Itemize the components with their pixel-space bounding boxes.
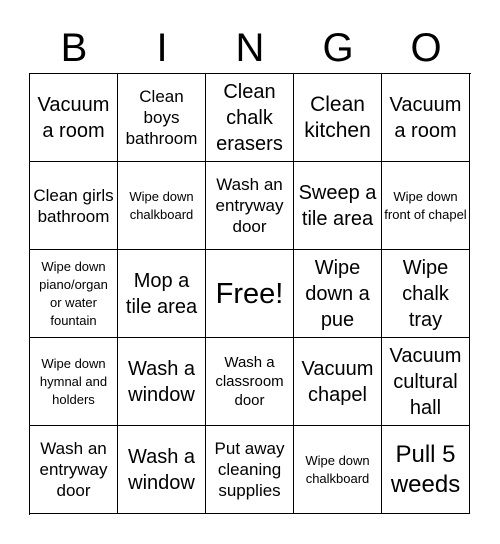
bingo-cell[interactable] — [118, 426, 206, 514]
bingo-cell[interactable] — [294, 338, 382, 426]
bingo-cell[interactable] — [206, 426, 294, 514]
bingo-cell-text: Sweep a tile area — [298, 181, 377, 230]
bingo-cell[interactable] — [30, 426, 118, 514]
bingo-cell-text: Wash a window — [127, 357, 196, 406]
bingo-cell-text: Wipe down chalkboard — [305, 452, 370, 486]
bingo-board — [29, 73, 471, 515]
bingo-cell-text: Clean girls bathroom — [33, 185, 114, 226]
bingo-cell[interactable] — [294, 74, 382, 162]
bingo-cell-text: Vacuum a room — [389, 93, 462, 142]
bingo-cell-text: Vacuum chapel — [301, 357, 374, 406]
header-letter-o: O — [410, 26, 442, 70]
bingo-cell-text: Wipe down hymnal and holders — [39, 355, 108, 407]
bingo-cell-text: Mop a tile area — [125, 269, 198, 318]
bingo-cell[interactable] — [382, 250, 470, 338]
free-space-cell[interactable] — [206, 250, 294, 338]
bingo-cell-text: Wipe down piano/organ or water fountain — [39, 258, 108, 328]
bingo-cell[interactable] — [206, 338, 294, 426]
bingo-cell[interactable] — [206, 162, 294, 250]
bingo-cell[interactable] — [118, 250, 206, 338]
bingo-cell-text: Clean kitchen — [304, 92, 371, 142]
bingo-cell[interactable] — [294, 426, 382, 514]
free-space-text: Free! — [215, 277, 284, 310]
bingo-cell[interactable] — [30, 250, 118, 338]
bingo-cell[interactable] — [382, 162, 470, 250]
bingo-cell[interactable] — [30, 162, 118, 250]
bingo-cell-text: Vacuum a room — [37, 93, 110, 142]
bingo-cell-text: Pull 5 weeds — [390, 440, 461, 498]
bingo-cell[interactable] — [118, 74, 206, 162]
bingo-cell[interactable] — [30, 74, 118, 162]
header-letter-n: N — [235, 26, 265, 70]
bingo-cell-text: Wipe down chalkboard — [129, 188, 194, 222]
bingo-cell-text: Wash an entryway door — [39, 439, 108, 500]
bingo-cell[interactable] — [294, 250, 382, 338]
bingo-cell[interactable] — [382, 426, 470, 514]
bingo-header — [30, 22, 470, 74]
bingo-cell-text: Wipe down front of chapel — [384, 188, 467, 222]
bingo-cell-text: Put away cleaning supplies — [214, 439, 285, 500]
header-letter-g: G — [322, 26, 354, 70]
bingo-cell-text: Clean chalk erasers — [216, 80, 283, 155]
bingo-cell-text: Wash a classroom door — [215, 354, 284, 409]
bingo-cell[interactable] — [382, 74, 470, 162]
bingo-cell[interactable] — [118, 162, 206, 250]
bingo-cell[interactable] — [118, 338, 206, 426]
header-letter-i: I — [156, 26, 168, 70]
bingo-cell[interactable] — [294, 162, 382, 250]
bingo-cell-text: Wipe chalk tray — [402, 256, 449, 331]
header-letter-b: B — [60, 26, 88, 70]
bingo-cell[interactable] — [206, 74, 294, 162]
bingo-cell-text: Wash a window — [127, 445, 196, 494]
bingo-cell-text: Wipe down a pue — [305, 256, 370, 331]
bingo-cell-text: Wash an entryway door — [215, 175, 284, 236]
bingo-cell[interactable] — [382, 338, 470, 426]
bingo-cell-text: Vacuum cultural hall — [389, 344, 462, 419]
bingo-cell[interactable] — [30, 338, 118, 426]
bingo-cell-text: Clean boys bathroom — [125, 87, 198, 148]
